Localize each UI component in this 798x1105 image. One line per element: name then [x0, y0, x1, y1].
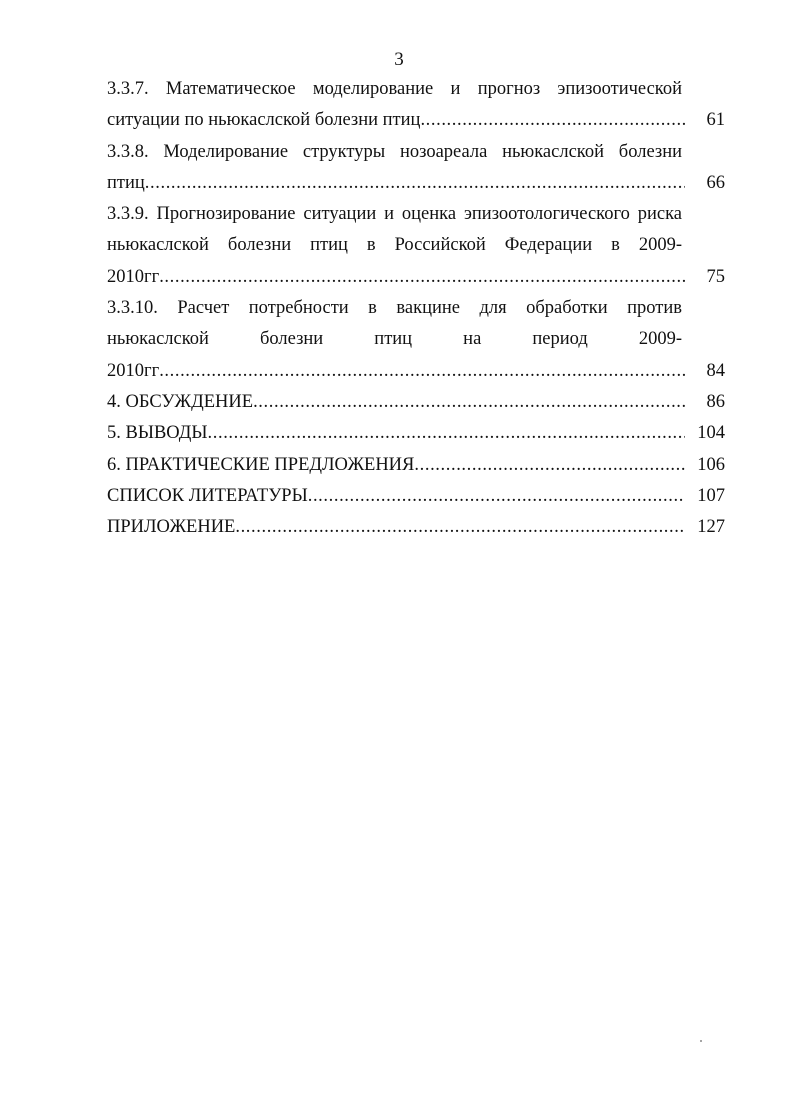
toc-entry-text-line: 3.3.8. Моделирование структуры нозоареала ньюкаслской болезни	[107, 141, 682, 162]
toc-entry-practical-proposals	[107, 450, 725, 481]
dot-leader	[208, 418, 685, 449]
toc-entry-text-line: ньюкаслской болезни птиц на период 2009-	[107, 329, 682, 350]
dot-leader	[253, 387, 685, 418]
toc-entry-text-line: 3.3.7. Математическое моделирование и прогноз эпизоотической	[107, 79, 682, 99]
table-of-contents	[107, 74, 725, 543]
dot-leader	[420, 105, 685, 136]
page-number: 3	[394, 49, 404, 70]
toc-entry-text-line: 3.3.9. Прогнозирование ситуации и оценка эпизоотологического риска	[107, 204, 682, 225]
toc-entry-label: СПИСОК ЛИТЕРАТУРЫ	[107, 485, 308, 506]
toc-entry-3-3-8	[107, 137, 725, 200]
toc-entry-final-line	[107, 168, 725, 199]
toc-entry-label: птиц	[107, 172, 145, 193]
toc-page-number: 107	[697, 485, 725, 506]
dot-leader	[308, 481, 685, 512]
toc-entry-final-line	[107, 105, 725, 136]
dot-leader	[414, 450, 685, 481]
toc-entry-discussion	[107, 387, 725, 418]
toc-entry-3-3-9	[107, 199, 725, 293]
toc-page-number: 66	[706, 172, 725, 193]
toc-page-number: 75	[706, 266, 725, 287]
toc-entry-label: 2010гг	[107, 266, 160, 287]
toc-page-number: 61	[706, 110, 725, 131]
toc-entry-label: ПРИЛОЖЕНИЕ	[107, 517, 236, 538]
toc-page-number: 106	[697, 454, 725, 475]
toc-entry-label: 2010гг	[107, 360, 160, 381]
dot-leader	[159, 356, 685, 387]
toc-entry-label: 4. ОБСУЖДЕНИЕ	[107, 391, 254, 412]
toc-entry-3-3-7	[107, 74, 725, 137]
scan-speck	[700, 1040, 702, 1042]
toc-entry-appendix	[107, 512, 725, 543]
toc-page-number: 127	[697, 517, 725, 538]
toc-entry-3-3-10	[107, 293, 725, 387]
toc-entry-label: 5. ВЫВОДЫ	[107, 423, 208, 444]
toc-entry-text-line: ньюкаслской болезни птиц в Российской Федерации в 2009-	[107, 235, 682, 256]
toc-entry-references	[107, 481, 725, 512]
toc-entry-final-line	[107, 262, 725, 293]
toc-entry-label: ситуации по ньюкаслской болезни птиц	[107, 110, 421, 131]
toc-entry-final-line	[107, 356, 725, 387]
toc-page-number: 86	[706, 391, 725, 412]
toc-page-number: 84	[706, 360, 725, 381]
dot-leader	[235, 512, 685, 543]
toc-entry-text-line: 3.3.10. Расчет потребности в вакцине для обработки против	[107, 298, 682, 319]
dot-leader	[159, 262, 685, 293]
dot-leader	[145, 168, 685, 199]
toc-entry-label: 6. ПРАКТИЧЕСКИЕ ПРЕДЛОЖЕНИЯ	[107, 454, 415, 475]
toc-entry-conclusions	[107, 418, 725, 449]
toc-page-number: 104	[697, 423, 725, 444]
